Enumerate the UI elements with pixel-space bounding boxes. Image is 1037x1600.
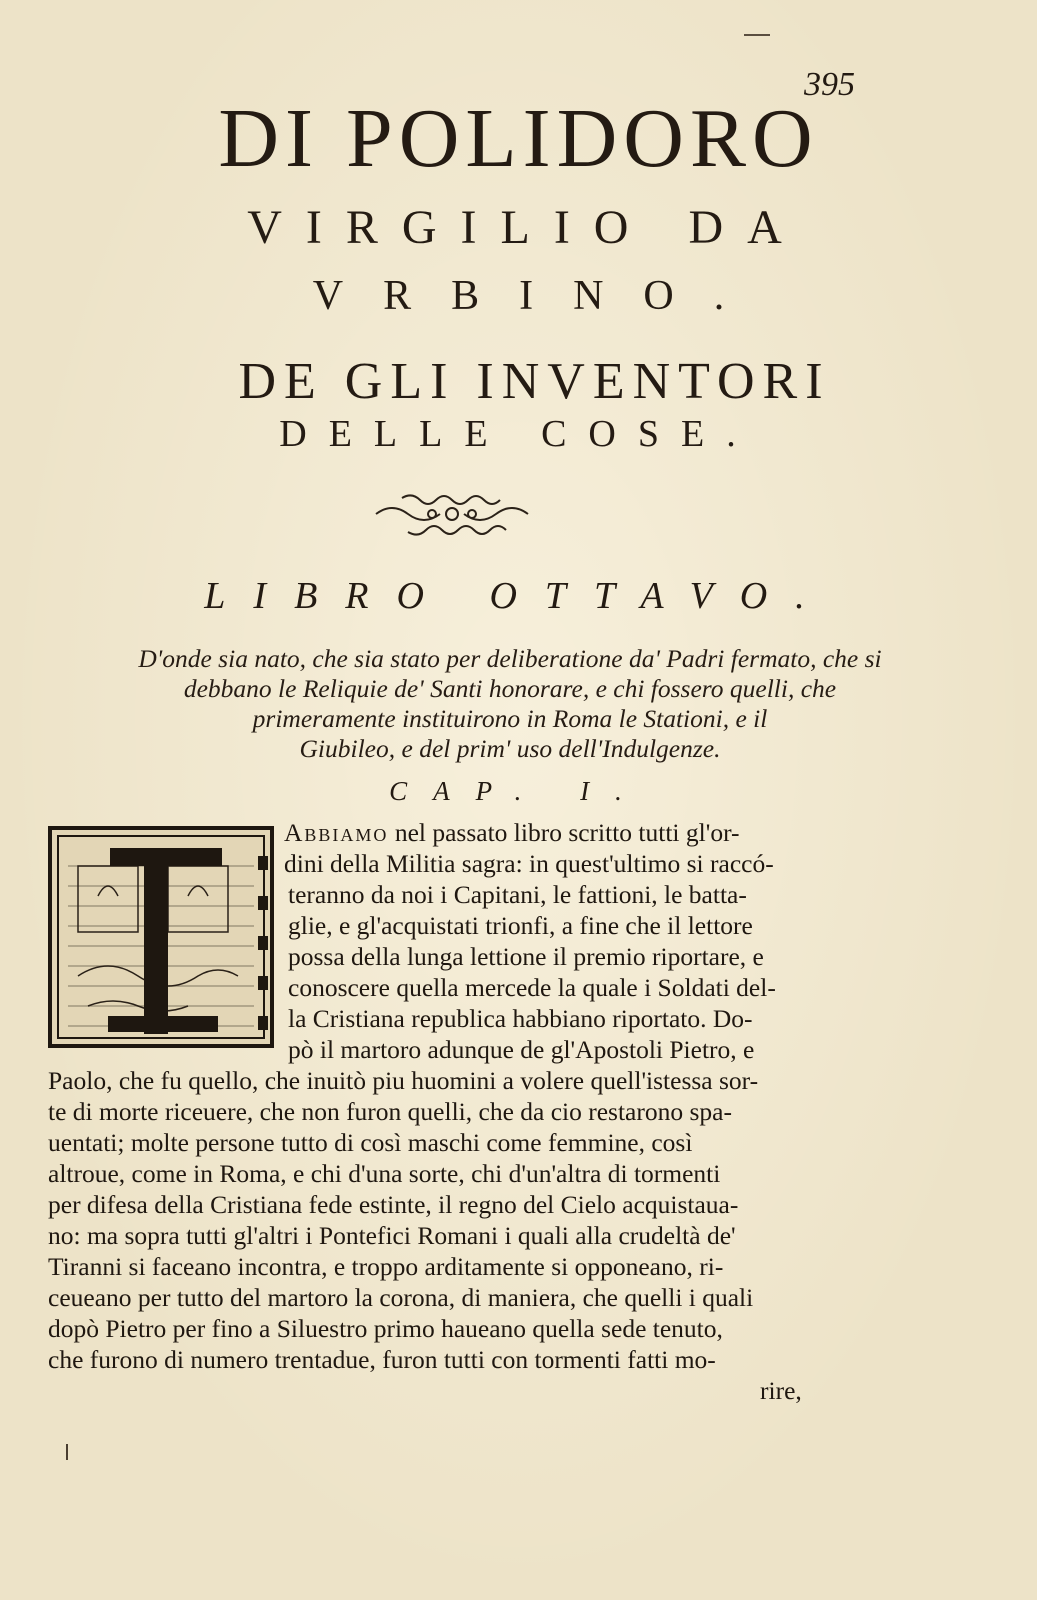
chapter-number: CAP. I. (389, 776, 648, 806)
summary-line: D'onde sia nato, che sia stato per deliberatione da' Padri fermato, che si (138, 644, 882, 673)
body-line: glie, e gl'acquistati trionfi, a fine che il lettore (288, 911, 753, 940)
body-line: altroue, come in Roma, e chi d'una sorte, chi d'un'altra di tormenti (48, 1159, 721, 1188)
heading-line-4: DE GLI INVENTORI (238, 353, 831, 410)
body-line: dini della Militia sagra: in quest'ultimo si raccó- (284, 849, 774, 878)
summary-line: Giubileo, e del prim' uso dell'Indulgenze. (299, 734, 721, 763)
body-line: Paolo, che fu quello, che inuitò piu huomini a volere quell'istessa sor- (48, 1066, 759, 1095)
body-line: dopò Pietro per fino a Siluestro primo haueano quella sede tenuto, (48, 1314, 723, 1343)
heading-line-2: VIRGILIO DA (247, 201, 806, 254)
body-line: te di morte riceuere, che non furon quelli, che da cio restarono spa- (48, 1097, 732, 1126)
body-line: ceueano per tutto del martoro la corona, di maniera, che quelli i quali (48, 1283, 754, 1312)
body-line: la Cristiana republica habbiano riportato. Do- (288, 1004, 753, 1033)
body-line: pò il martoro adunque de gl'Apostoli Pietro, e (288, 1035, 755, 1064)
margin-mark (66, 1444, 68, 1460)
page-number: 395 (804, 66, 855, 103)
summary-line: debbano le Reliquie de' Santi honorare, e chi fossero quelli, che (183, 674, 837, 703)
body-line: teranno da noi i Capitani, le fattioni, le batta- (288, 880, 747, 909)
body-line: che furono di numero trentadue, furon tutti con tormenti fatti mo- (48, 1345, 716, 1374)
book-title: LIBRO OTTAVO. (204, 575, 833, 617)
body-line: Tiranni si faceano incontra, e troppo arditamente si opponeano, ri- (48, 1252, 724, 1281)
heading-line-3: VRBINO. (312, 273, 765, 319)
body-line: possa della lunga lettione il premio riportare, e (288, 942, 764, 971)
body-line: uentati; molte persone tutto di così maschi come femmine, così (48, 1128, 693, 1157)
body-line-text: nel passato libro scritto tutti gl'or- (394, 818, 740, 847)
summary-line: primeramente instituirono in Roma le Stationi, e il (252, 704, 768, 733)
drop-word: Abbiamo (284, 818, 389, 847)
body-line-1 (284, 818, 740, 848)
heading-line-1: DI POLIDORO (218, 92, 819, 185)
catchword: rire, (760, 1376, 802, 1405)
body-line: no: ma sopra tutti gl'altri i Pontefici Romani i quali alla crudeltà de' (48, 1221, 736, 1250)
heading-line-5: DELLE COSE. (279, 413, 758, 455)
body-line: conoscere quella mercede la quale i Soldati del- (288, 973, 776, 1002)
body-line: per difesa della Cristiana fede estinte, il regno del Cielo acquistaua- (48, 1190, 739, 1219)
